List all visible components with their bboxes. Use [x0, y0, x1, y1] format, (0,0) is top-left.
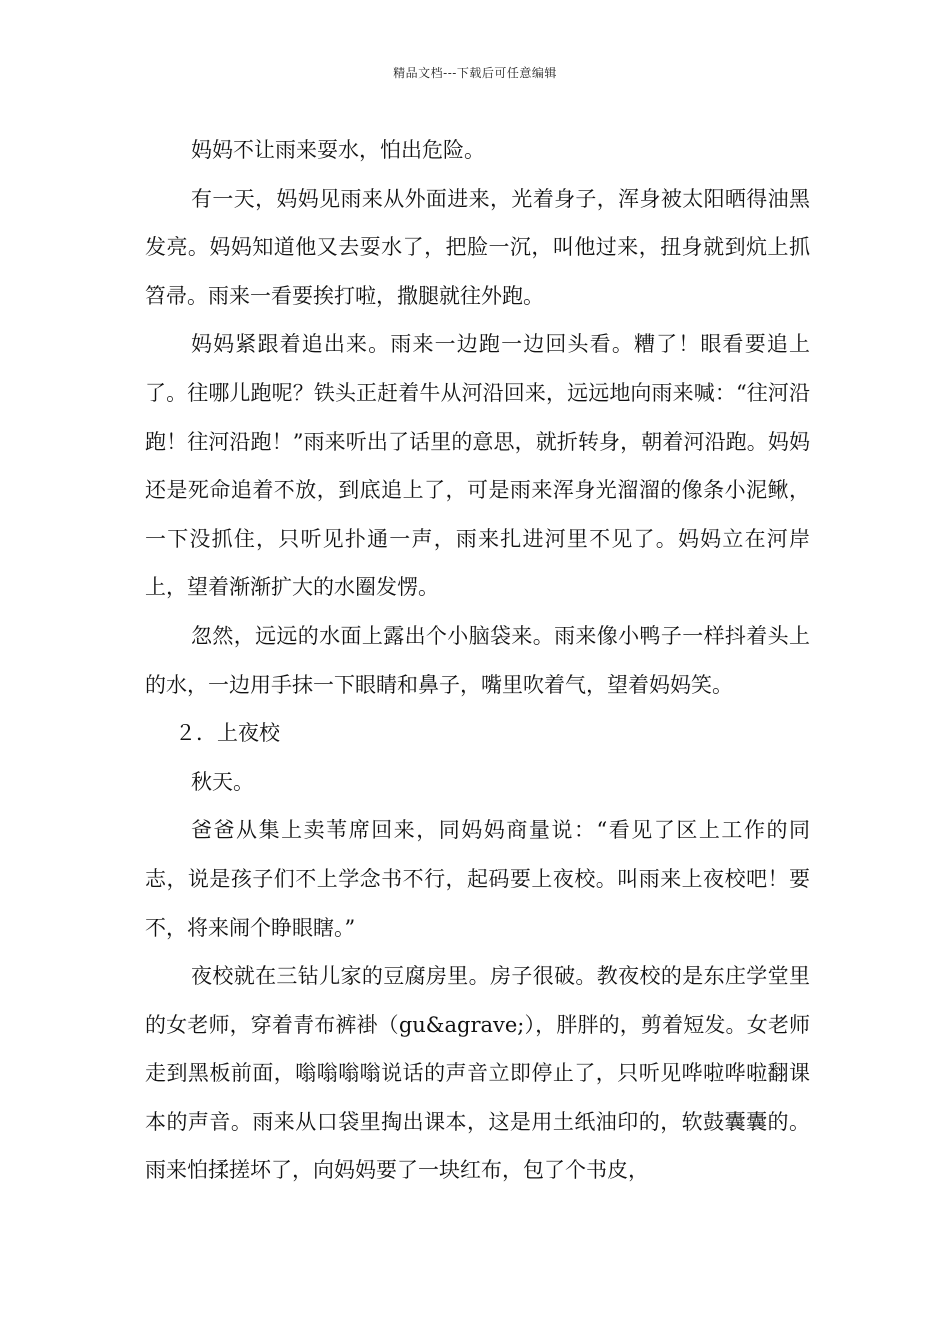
paragraph-3: 妈妈紧跟着追出来。雨来一边跑一边回头看。糟了！眼看要追上了。往哪儿跑呢？铁头正赶着牛从河沿回来，远远地向雨来喊：“往河沿跑！往河沿跑！”雨来听出了话里的意思，就折转身，朝着河沿跑。妈妈还是死命追着不放，到底追上了，可是雨来浑身光溜溜的像条小泥鳅，一下没抓住，只听见扑通一声，雨来扎进河里不见了。妈妈立在河岸上，望着渐渐扩大的水圈发愣。 [145, 332, 810, 600]
paragraph-1: 妈妈不让雨来耍水，怕出危险。 [191, 138, 485, 162]
paragraph-6: 爸爸从集上卖苇席回来，同妈妈商量说：“看见了区上工作的同志，说是孩子们不上学念书不行，起码要上夜校。叫雨来上夜校吧！要不，将来闹个睁眼瞎。” [145, 818, 810, 940]
paragraph-4: 忽然，远远的水面上露出个小脑袋来。雨来像小鸭子一样抖着头上的水，一边用手抹一下眼睛和鼻子，嘴里吹着气，望着妈妈笑。 [145, 623, 810, 697]
page-header: 精品文档---下载后可任意编辑 [393, 66, 557, 80]
document-body [145, 126, 810, 1195]
paragraph-2: 有一天，妈妈见雨来从外面进来，光着身子，浑身被太阳晒得油黑发亮。妈妈知道他又去耍水了，把脸一沉，叫他过来，扭身就到炕上抓笤帚。雨来一看要挨打啦，撒腿就往外跑。 [145, 186, 810, 308]
section-heading: ２．上夜校 [175, 721, 280, 746]
paragraph-5: 秋天。 [191, 769, 254, 794]
paragraph-7: 夜校就在三钻儿家的豆腐房里。房子很破。教夜校的是东庄学堂里的女老师，穿着青布裤褂（gu&agrave;），胖胖的，剪着短发。女老师走到黑板前面，嗡嗡嗡嗡说话的声音立即停止了，只听见哗啦哗啦翻课本的声音。雨来从口袋里掏出课本，这是用土纸油印的，软鼓囊囊的。雨来怕揉搓坏了，向妈妈要了一块红布，包了个书皮， [145, 964, 810, 1183]
